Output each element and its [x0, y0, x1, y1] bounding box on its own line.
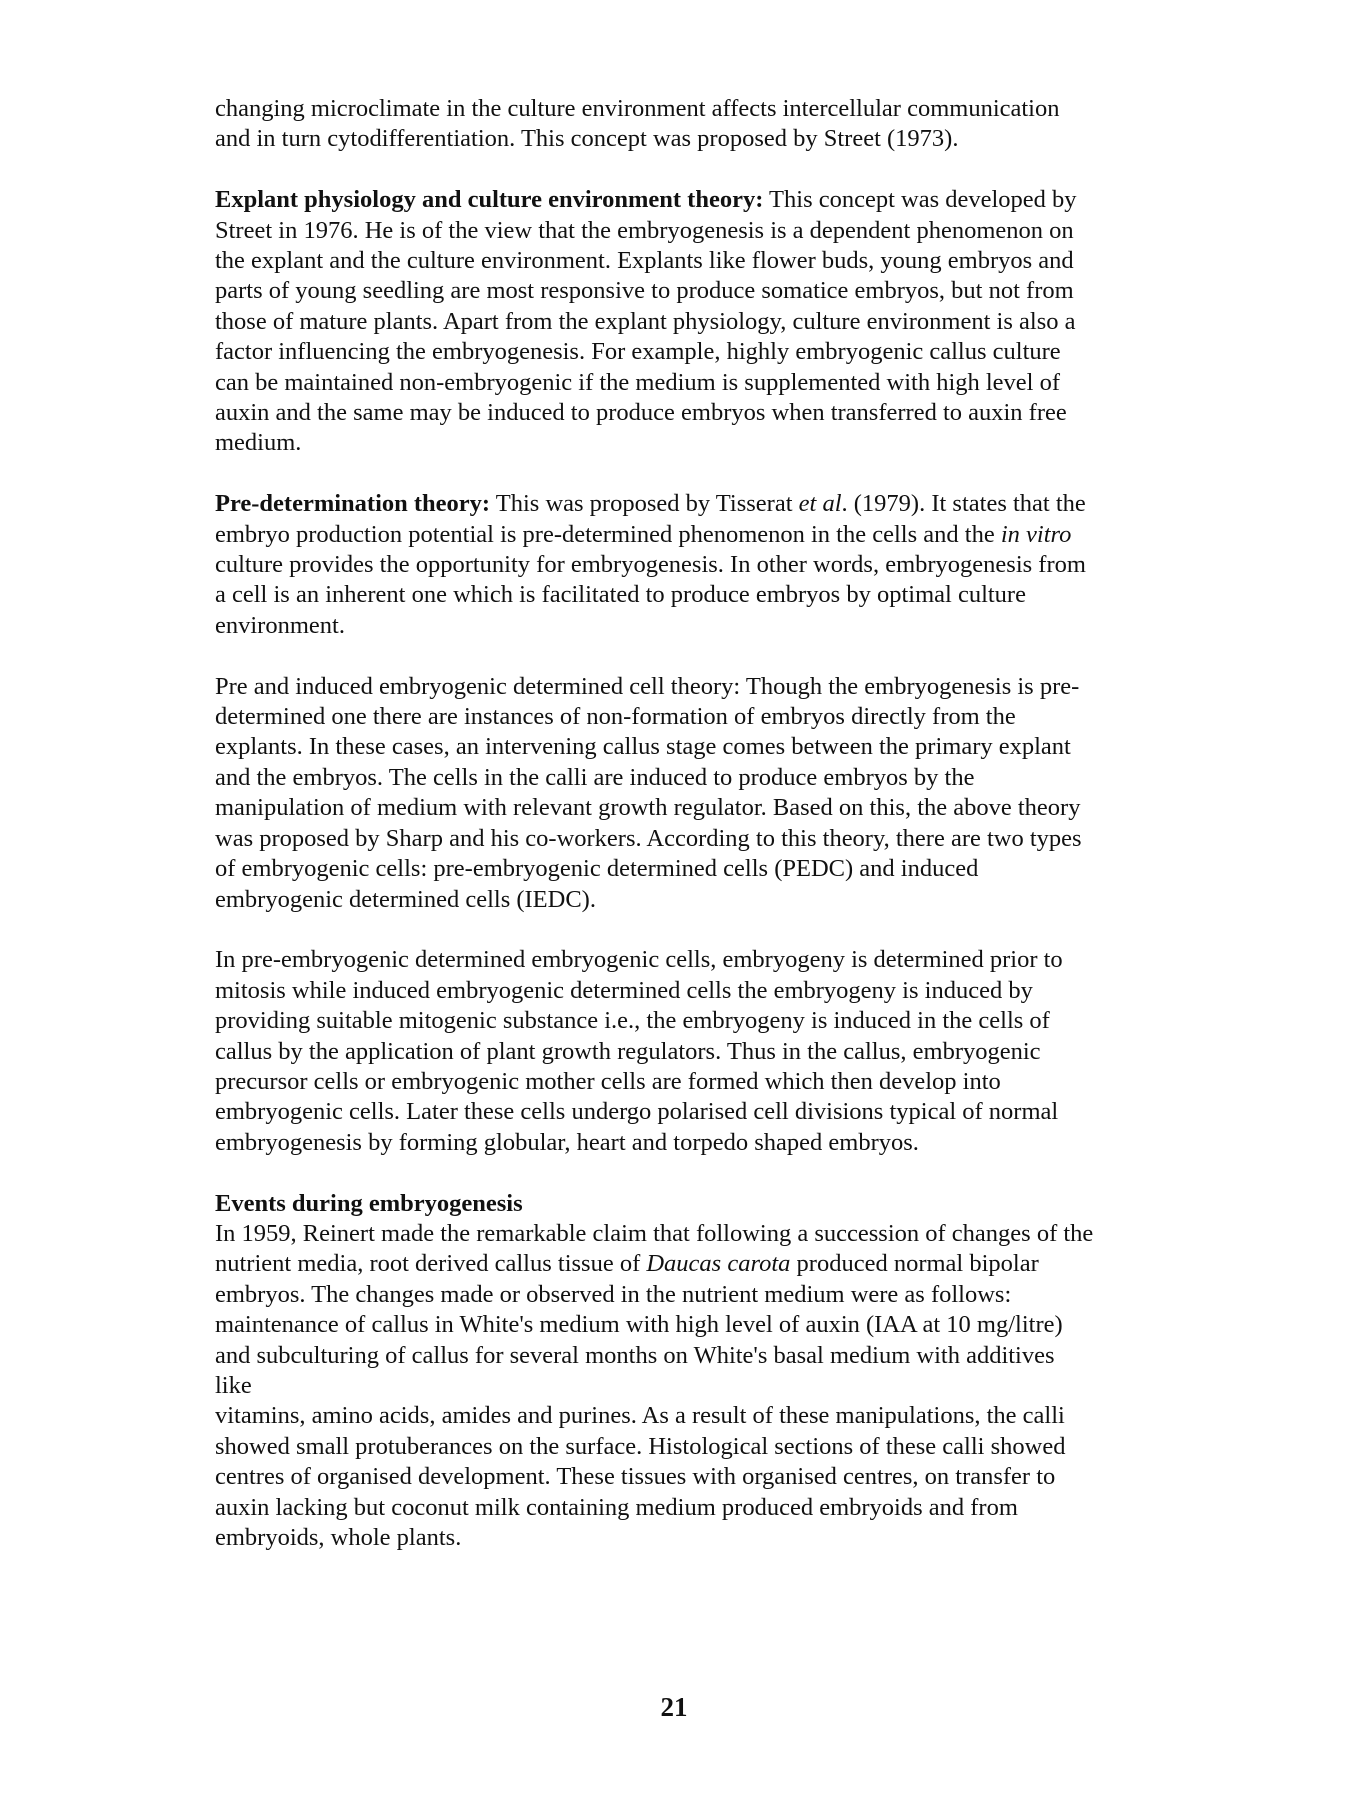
- text-line: centres of organised development. These tissues with organised centres, on transfer to: [215, 1463, 1056, 1491]
- paragraph-pre-and-induced-theory: [215, 672, 1215, 915]
- paragraph-pre-determination-theory: [215, 489, 1215, 641]
- text-line: those of mature plants. Apart from the explant physiology, culture environment is also a: [215, 307, 1076, 335]
- section-events-during-embryogenesis: [215, 1189, 1215, 1554]
- text-line: embryogenic cells. Later these cells undergo polarised cell divisions typical of normal: [215, 1098, 1059, 1126]
- text-line: embryogenic determined cells (IEDC).: [215, 885, 596, 913]
- text-line: the explant and the culture environment. Explants like flower buds, young embryos and: [215, 247, 1074, 275]
- text-line: environment.: [215, 611, 345, 639]
- text-line: In 1959, Reinert made the remarkable claim that following a succession of changes of the: [215, 1219, 1094, 1247]
- text-line: mitosis while induced embryogenic determined cells the embryogeny is induced by: [215, 976, 1033, 1004]
- text-line: showed small protuberances on the surface. Histological sections of these calli showed: [215, 1432, 1066, 1460]
- text-line: [215, 1249, 1215, 1279]
- text-line: embryos. The changes made or observed in the nutrient medium were as follows:: [215, 1280, 1012, 1308]
- text-line: callus by the application of plant growth regulators. Thus in the callus, embryogenic: [215, 1037, 1041, 1065]
- text-run: This concept was developed by: [763, 186, 1077, 214]
- text-line: determined one there are instances of non-formation of embryos directly from the: [215, 703, 1016, 731]
- paragraph-explant-physiology-theory: [215, 185, 1215, 459]
- text-line: medium.: [215, 429, 302, 457]
- text-run: This was proposed by Tisserat: [490, 490, 799, 518]
- text-line: and subculturing of callus for several months on White's basal medium with additives: [215, 1341, 1055, 1369]
- text-line: a cell is an inherent one which is facilitated to produce embryos by optimal culture: [215, 581, 1026, 609]
- text-line: [215, 185, 1215, 215]
- text-line: of embryogenic cells: pre-embryogenic determined cells (PEDC) and induced: [215, 855, 979, 883]
- text-line: parts of young seedling are most responsive to produce somatice embryos, but not from: [215, 277, 1074, 305]
- paragraph-intro-continuation: [215, 94, 1215, 155]
- text-line: Street in 1976. He is of the view that the embryogenesis is a dependent phenomenon on: [215, 216, 1074, 244]
- text-run: . (1979). It states that the: [841, 490, 1086, 518]
- text-line: In pre-embryogenic determined embryogenic cells, embryogeny is determined prior to: [215, 946, 1063, 974]
- text-run: embryo production potential is pre-determined phenomenon in the cells and the: [215, 520, 1001, 548]
- text-line: can be maintained non-embryogenic if the medium is supplemented with high level of: [215, 368, 1061, 396]
- text-line: precursor cells or embryogenic mother cells are formed which then develop into: [215, 1067, 1001, 1095]
- text-line: [215, 489, 1215, 519]
- page-body: [215, 94, 1215, 1584]
- text-line: and the embryos. The cells in the calli are induced to produce embryos by the: [215, 763, 975, 791]
- italic-text: in vitro: [1000, 520, 1072, 548]
- text-line: changing microclimate in the culture environment affects intercellular communication: [215, 95, 1060, 122]
- page-number: 21: [660, 1692, 688, 1722]
- italic-text: et al: [798, 490, 842, 518]
- text-run: produced normal bipolar: [790, 1250, 1039, 1278]
- text-line: manipulation of medium with relevant growth regulator. Based on this, the above theory: [215, 794, 1081, 822]
- section-heading: Pre-determination theory:: [215, 490, 491, 518]
- text-line: [215, 520, 1215, 550]
- text-line: factor influencing the embryogenesis. For example, highly embryogenic callus culture: [215, 338, 1061, 366]
- section-heading: Explant physiology and culture environment theory:: [215, 186, 764, 214]
- text-line: was proposed by Sharp and his co-workers. According to this theory, there are two types: [215, 824, 1082, 852]
- text-line: culture provides the opportunity for embryogenesis. In other words, embryogenesis from: [215, 551, 1086, 579]
- text-line: embryogenesis by forming globular, heart and torpedo shaped embryos.: [215, 1128, 919, 1156]
- italic-species-name: Daucas carota: [646, 1250, 791, 1278]
- text-line: auxin and the same may be induced to produce embryos when transferred to auxin free: [215, 399, 1067, 427]
- text-line: embryoids, whole plants.: [215, 1524, 462, 1552]
- text-line: Pre and induced embryogenic determined cell theory: Though the embryogenesis is pre-: [215, 672, 1080, 700]
- text-run: nutrient media, root derived callus tissue of: [215, 1250, 647, 1278]
- text-line: maintenance of callus in White's medium with high level of auxin (IAA at 10 mg/litre): [215, 1311, 1063, 1339]
- text-line: and in turn cytodifferentiation. This concept was proposed by Street (1973).: [215, 125, 959, 153]
- section-heading: Events during embryogenesis: [215, 1189, 523, 1217]
- text-line: vitamins, amino acids, amides and purines. As a result of these manipulations, the calli: [215, 1402, 1065, 1430]
- text-line: providing suitable mitogenic substance i.e., the embryogeny is induced in the cells of: [215, 1007, 1050, 1035]
- text-line: like: [215, 1371, 252, 1399]
- text-line: explants. In these cases, an intervening callus stage comes between the primary explant: [215, 733, 1071, 761]
- text-line: auxin lacking but coconut milk containing medium produced embryoids and from: [215, 1493, 1018, 1521]
- paragraph-pedc-iedc-explanation: [215, 945, 1215, 1158]
